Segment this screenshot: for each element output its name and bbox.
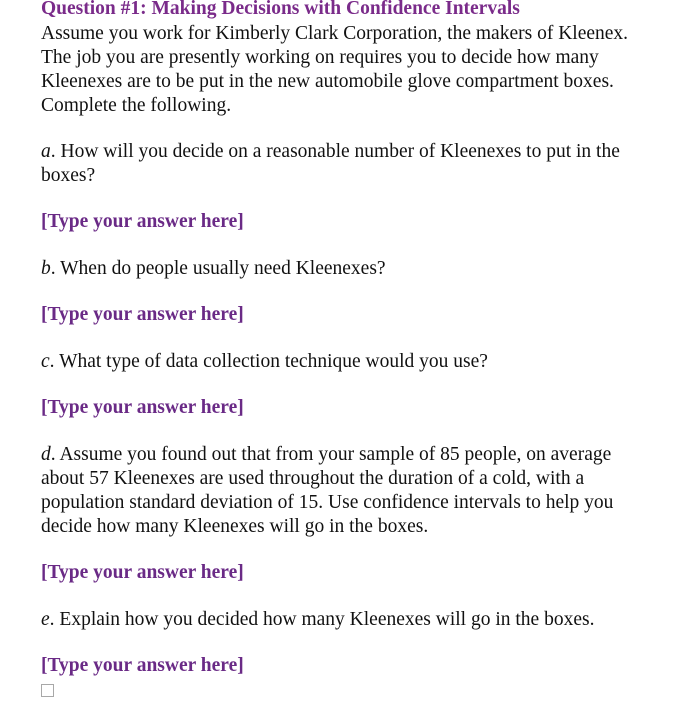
answer-field-a[interactable]: [Type your answer here] xyxy=(41,211,244,232)
question-a: a. How will you decide on a reasonable number of Kleenexes to put in the boxes? xyxy=(41,141,620,186)
question-c-text: What type of data collection technique would you use? xyxy=(59,351,488,372)
answer-field-d[interactable]: [Type your answer here] xyxy=(41,562,244,583)
checkbox[interactable] xyxy=(41,684,54,697)
question-d: d. Assume you found out that from your sample of 85 people, on average about 57 Kleenexes are used throughout the duration of a cold, with a population standard deviation of 15. Use confidence intervals to help you decide how many Kleenexes will go in the boxes. xyxy=(41,444,614,537)
question-a-text: How will you decide on a reasonable number of Kleenexes to put in the boxes? xyxy=(41,141,620,186)
question-b-letter: b xyxy=(41,258,51,279)
question-d-text: Assume you found out that from your sample of 85 people, on average about 57 Kleenexes are used throughout the duration of a cold, with a population standard deviation of 15. Use confidence intervals to help you decide how many Kleenexes will go in the boxes. xyxy=(41,444,614,537)
question-a-letter: a xyxy=(41,141,51,162)
question-e-text: Explain how you decided how many Kleenexes will go in the boxes. xyxy=(59,609,595,630)
question-b: b. When do people usually need Kleenexes? xyxy=(41,258,386,279)
question-b-text: When do people usually need Kleenexes? xyxy=(60,258,386,279)
question-c-letter: c xyxy=(41,351,50,372)
question-e-letter: e xyxy=(41,609,50,630)
question-e: e. Explain how you decided how many Kleenexes will go in the boxes. xyxy=(41,609,595,630)
question-d-letter: d xyxy=(41,444,51,465)
answer-field-c[interactable]: [Type your answer here] xyxy=(41,397,244,418)
question-title: Question #1: Making Decisions with Confidence Intervals xyxy=(41,0,520,19)
answer-field-e[interactable]: [Type your answer here] xyxy=(41,655,244,676)
answer-field-b[interactable]: [Type your answer here] xyxy=(41,304,244,325)
question-intro: Assume you work for Kimberly Clark Corporation, the makers of Kleenex. The job you are presently working on requires you to decide how many Kleenexes are to be put in the new automobile glove compartment boxes. Complete the following. xyxy=(41,23,629,116)
document-body xyxy=(41,0,656,704)
question-c: c. What type of data collection technique would you use? xyxy=(41,351,488,372)
